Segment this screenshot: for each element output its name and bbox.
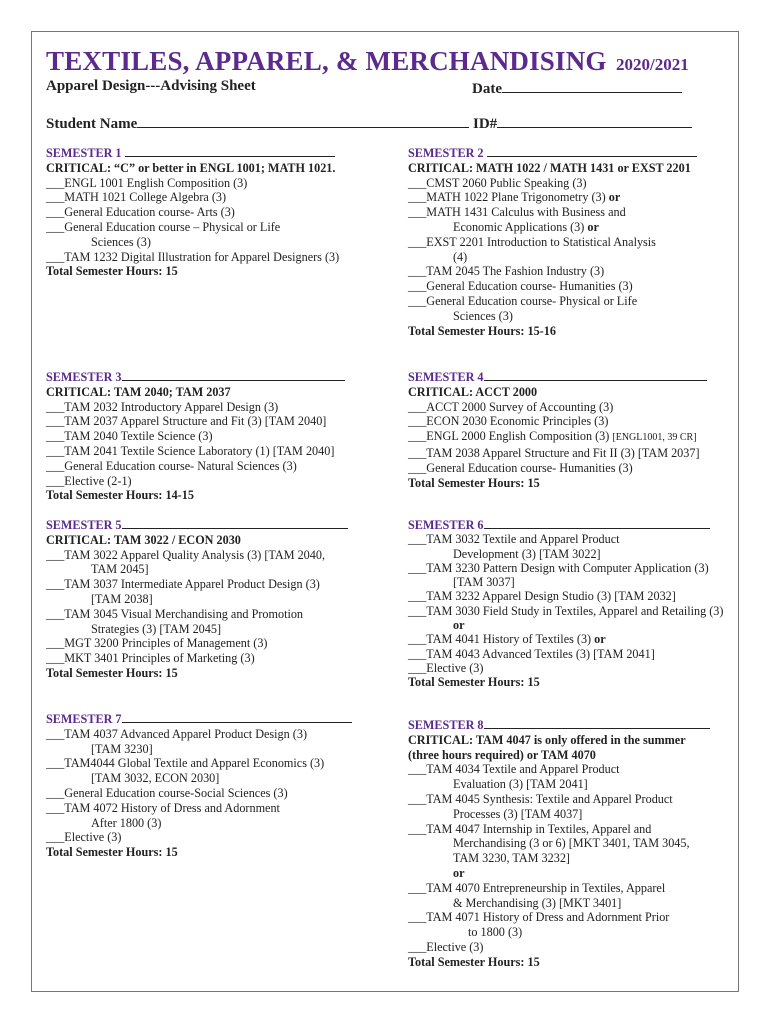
student-name-label: Student Name xyxy=(46,116,138,132)
course-line-continuation: After 1800 (3) xyxy=(91,815,162,830)
course-line-continuation: Strategies (3) [TAM 2045] xyxy=(91,621,222,636)
semester-heading xyxy=(46,711,352,727)
or-connector: or xyxy=(453,865,465,880)
semester-6-block xyxy=(408,517,723,690)
course-line[interactable]: ___General Education course- Natural Sciences (3) xyxy=(46,458,297,473)
course-line[interactable]: ___ECON 2030 Economic Principles (3) xyxy=(408,414,609,429)
heading-underline xyxy=(484,517,710,529)
course-line-continuation: Development (3) [TAM 3022] xyxy=(453,546,601,561)
course-line[interactable]: ___Elective (3) xyxy=(46,830,122,845)
semester-heading xyxy=(408,517,723,532)
course-line-continuation: [TAM 3230] xyxy=(91,741,153,756)
critical-note: CRITICAL: TAM 2040; TAM 2037 xyxy=(46,384,231,399)
date-label: Date xyxy=(472,81,502,97)
course-line[interactable]: ___MATH 1021 College Algebra (3) xyxy=(46,190,227,205)
critical-note: CRITICAL: TAM 4047 is only offered in the summer xyxy=(408,732,686,747)
course-line[interactable]: ___MATH 1431 Calculus with Business and xyxy=(408,205,626,220)
course-line[interactable]: ___TAM 3030 Field Study in Textiles, Apparel and Retailing (3) xyxy=(408,603,724,618)
heading-underline xyxy=(487,145,697,157)
heading-underline xyxy=(122,517,348,529)
semester-2-block xyxy=(408,145,697,338)
sheet-subtitle: Apparel Design---Advising Sheet xyxy=(46,78,256,94)
course-line-continuation: [TAM 2038] xyxy=(91,591,153,606)
course-line[interactable]: ___TAM 3037 Intermediate Apparel Product Design (3) xyxy=(46,577,320,592)
course-line[interactable]: ___TAM 3022 Apparel Quality Analysis (3) [TAM 2040, xyxy=(46,547,326,562)
or-connector: or xyxy=(587,219,599,234)
course-line[interactable]: ___CMST 2060 Public Speaking (3) xyxy=(408,175,587,190)
course-line-continuation: TAM 3230, TAM 3232] xyxy=(453,851,570,866)
total-hours: Total Semester Hours: 14-15 xyxy=(46,488,194,503)
semester-heading xyxy=(46,369,345,385)
semester-heading-text: SEMESTER 3 xyxy=(46,370,122,384)
course-line[interactable]: ___TAM 4070 Entrepreneurship in Textiles, Apparel xyxy=(408,880,666,895)
course-text: ___TAM 4041 History of Textiles (3) xyxy=(408,632,592,647)
date-field[interactable] xyxy=(472,78,682,98)
course-line[interactable]: ___General Education course- Humanities (3) xyxy=(408,460,633,475)
course-line[interactable]: ___TAM 4047 Internship in Textiles, Apparel and xyxy=(408,821,652,836)
total-hours: Total Semester Hours: 15-16 xyxy=(408,323,556,338)
course-line[interactable]: ___TAM4044 Global Textile and Apparel Economics (3) xyxy=(46,756,325,771)
student-name-field[interactable] xyxy=(46,113,469,133)
course-line[interactable] xyxy=(408,190,697,205)
course-line[interactable]: ___TAM 4043 Advanced Textiles (3) [TAM 2041] xyxy=(408,646,655,661)
course-line-continuation: & Merchandising (3) [MKT 3401] xyxy=(453,895,622,910)
course-line-continuation: (4) xyxy=(453,249,468,264)
course-line-continuation: Merchandising (3 or 6) [MKT 3401, TAM 3045, xyxy=(453,836,690,851)
course-line[interactable] xyxy=(408,632,723,646)
course-line[interactable]: ___General Education course – Physical or Life xyxy=(46,219,281,234)
course-line[interactable]: ___TAM 2037 Apparel Structure and Fit (3) [TAM 2040] xyxy=(46,414,327,429)
semester-heading-text: SEMESTER 7 xyxy=(46,712,122,726)
course-line[interactable]: ___General Education course- Arts (3) xyxy=(46,205,235,220)
course-line[interactable]: ___TAM 3232 Apparel Design Studio (3) [TAM 2032] xyxy=(408,589,676,604)
course-line[interactable]: ___TAM 3230 Pattern Design with Computer Application (3) xyxy=(408,560,709,575)
date-blank-line[interactable] xyxy=(502,78,682,93)
heading-underline xyxy=(484,717,710,729)
academic-year: 2020/2021 xyxy=(616,55,689,74)
heading-underline xyxy=(484,369,707,381)
total-hours: Total Semester Hours: 15 xyxy=(46,845,178,860)
course-line[interactable]: ___TAM 4071 History of Dress and Adornment Prior xyxy=(408,910,670,925)
course-line[interactable]: ___General Education course- Humanities (3) xyxy=(408,279,633,294)
course-line[interactable]: ___TAM 2041 Textile Science Laboratory (1) [TAM 2040] xyxy=(46,443,335,458)
semester-1-block xyxy=(46,145,339,279)
course-line-continuation: Processes (3) [TAM 4037] xyxy=(453,806,583,821)
critical-note: CRITICAL: “C” or better in ENGL 1001; MATH 1021. xyxy=(46,160,336,175)
course-line[interactable]: ___TAM 2032 Introductory Apparel Design (3) xyxy=(46,399,279,414)
course-line[interactable]: ___TAM 4034 Textile and Apparel Product xyxy=(408,762,620,777)
total-hours: Total Semester Hours: 15 xyxy=(408,475,540,490)
critical-note: CRITICAL: ACCT 2000 xyxy=(408,384,538,399)
semester-heading xyxy=(46,517,348,533)
course-line[interactable]: ___Elective (3) xyxy=(408,660,484,675)
critical-note: CRITICAL: MATH 1022 / MATH 1431 or EXST 2201 xyxy=(408,160,691,175)
student-name-blank-line[interactable] xyxy=(137,113,469,128)
course-line[interactable]: ___TAM 3045 Visual Merchandising and Promotion xyxy=(46,606,304,621)
semester-7-block xyxy=(46,711,352,860)
course-line[interactable]: ___TAM 1232 Digital Illustration for Apparel Designers (3) xyxy=(46,249,340,264)
total-hours: Total Semester Hours: 15 xyxy=(46,264,178,279)
semester-heading-text: SEMESTER 5 xyxy=(46,518,122,532)
course-line-continuation: Evaluation (3) [TAM 2041] xyxy=(453,777,588,792)
course-text: ___ENGL 2000 English Composition (3) xyxy=(408,429,610,444)
course-line[interactable]: ___MKT 3401 Principles of Marketing (3) xyxy=(46,651,255,666)
course-line[interactable]: ___TAM 4037 Advanced Apparel Product Design (3) xyxy=(46,726,308,741)
course-line[interactable] xyxy=(408,429,707,446)
total-hours: Total Semester Hours: 15 xyxy=(46,665,178,680)
semester-heading xyxy=(408,369,707,385)
heading-underline xyxy=(122,711,352,723)
page-title: TEXTILES, APPAREL, & MERCHANDISING xyxy=(46,46,607,76)
course-text: ___MATH 1022 Plane Trigonometry (3) xyxy=(408,190,606,205)
critical-note: (three hours required) or TAM 4070 xyxy=(408,747,596,762)
heading-underline xyxy=(125,145,335,157)
semester-heading-text: SEMESTER 2 xyxy=(408,146,484,160)
course-line-continuation: Sciences (3) xyxy=(91,234,151,249)
course-line[interactable]: ___ACCT 2000 Survey of Accounting (3) xyxy=(408,399,614,414)
semester-heading-text: SEMESTER 4 xyxy=(408,370,484,384)
semester-heading-text: SEMESTER 8 xyxy=(408,718,484,732)
course-line[interactable]: ___TAM 3032 Textile and Apparel Product xyxy=(408,532,620,547)
or-connector: or xyxy=(594,632,606,647)
critical-note: CRITICAL: TAM 3022 / ECON 2030 xyxy=(46,532,241,547)
course-line-continuation: [TAM 3037] xyxy=(453,575,515,590)
semester-heading-text: SEMESTER 1 xyxy=(46,146,122,160)
course-line[interactable]: ___ENGL 1001 English Composition (3) xyxy=(46,175,248,190)
course-line[interactable]: ___EXST 2201 Introduction to Statistical Analysis xyxy=(408,234,656,249)
student-id-blank-line[interactable] xyxy=(497,113,692,128)
semester-heading-text: SEMESTER 6 xyxy=(408,518,484,532)
or-connector: or xyxy=(453,618,465,633)
prerequisite-note: [ENGL1001, 39 CR] xyxy=(612,432,697,444)
semester-heading xyxy=(408,145,697,161)
semester-3-block xyxy=(46,369,345,503)
course-line[interactable]: ___General Education course-Social Sciences (3) xyxy=(46,785,288,800)
course-line[interactable]: ___TAM 2040 Textile Science (3) xyxy=(46,429,213,444)
semester-4-block xyxy=(408,369,707,490)
total-hours: Total Semester Hours: 15 xyxy=(408,954,540,969)
student-id-field[interactable] xyxy=(473,113,692,133)
course-line[interactable]: ___General Education course- Physical or Life xyxy=(408,293,638,308)
course-line[interactable]: ___Elective (3) xyxy=(408,939,484,954)
semester-8-block xyxy=(408,717,710,970)
student-id-label: ID# xyxy=(473,116,498,132)
course-line-continuation xyxy=(408,220,697,235)
course-line[interactable]: ___MGT 3200 Principles of Management (3) xyxy=(46,636,268,651)
course-line[interactable]: ___TAM 2038 Apparel Structure and Fit II (3) [TAM 2037] xyxy=(408,445,700,460)
semester-heading xyxy=(46,145,339,161)
course-line-continuation: Sciences (3) xyxy=(453,308,513,323)
course-line[interactable]: ___Elective (2-1) xyxy=(46,473,132,488)
course-line[interactable]: ___TAM 4072 History of Dress and Adornment xyxy=(46,800,280,815)
course-line-continuation: [TAM 3032, ECON 2030] xyxy=(91,771,220,786)
course-line[interactable]: ___TAM 4045 Synthesis: Textile and Apparel Product xyxy=(408,791,673,806)
semester-heading xyxy=(408,717,710,733)
total-hours: Total Semester Hours: 15 xyxy=(408,675,540,690)
semester-5-block xyxy=(46,517,348,681)
heading-underline xyxy=(122,369,345,381)
course-line-continuation: TAM 2045] xyxy=(91,562,149,577)
course-line-continuation: to 1800 (3) xyxy=(468,925,523,940)
or-connector: or xyxy=(608,190,621,205)
course-text: Economic Applications (3) xyxy=(453,219,585,234)
course-line[interactable]: ___TAM 2045 The Fashion Industry (3) xyxy=(408,264,605,279)
